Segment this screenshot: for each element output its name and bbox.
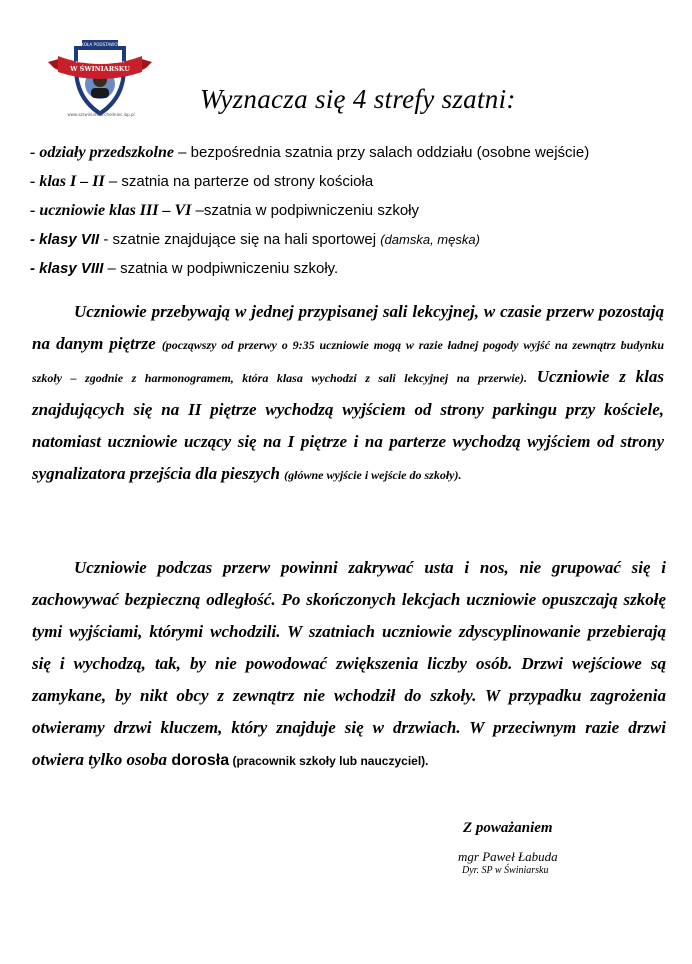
zone-item-preschool (30, 138, 670, 167)
zone-text: – bezpośrednia szatnia przy salach oddziału (osobne wejście) (174, 144, 590, 161)
paragraph-breaks-note2: (główne wyjście i wejście do szkoły). (284, 468, 462, 482)
paragraph-breaks-part2: Uczniowie z klas znajdujących się na II piętrze wychodzą wyjściem od strony parkingu przy kościele, natomiast uczniowie uczący się na I piętrze i na parterze wychodzą wyjściem od strony sygnalizatora przejścia dla pieszych (32, 367, 664, 483)
zone-label: klas I – II (39, 173, 105, 190)
zone-item-classes-3-6 (30, 196, 670, 225)
paragraph-breaks-note1: (począwszy od przerwy o 9:35 uczniowie mogą w razie ładnej pogody wyjść na zewnątrz budynku szkoły – zgodnie z harmonogramem, która klasa wychodzi z sali lekcyjnej na przerwie). (32, 338, 664, 385)
logo-line1: SZKOŁA PODSTAWOWA (75, 42, 125, 47)
zone-label: uczniowie klas III – VI (39, 202, 192, 219)
zone-item-classes-1-2 (30, 167, 670, 196)
zone-text: – szatnia w podpiwniczeniu szkoły. (103, 260, 339, 277)
logo-line2: im. bł. ks. J. Popiełuszki (76, 59, 124, 64)
zone-item-class-7 (30, 225, 670, 254)
zone-text: –szatnia w podpiwniczeniu szkoły (191, 202, 419, 219)
zone-prefix: - (30, 202, 40, 219)
zone-prefix: - (30, 144, 40, 161)
zone-list (30, 138, 670, 283)
logo-line3: W ŚWINIARSKU (70, 65, 130, 73)
school-crest-icon (46, 38, 154, 136)
zone-label: klasy VII (39, 231, 100, 248)
zone-prefix: - (30, 260, 40, 277)
zone-note: (damska, męska) (380, 232, 480, 247)
school-logo (46, 38, 154, 136)
zone-text: – szatnia na parterze od strony kościoła (104, 173, 374, 190)
zone-text: - szatnie znajdujące się na hali sportowej (99, 231, 381, 248)
zone-label: klasy VIII (39, 260, 104, 277)
paragraph-breaks (32, 296, 664, 491)
zone-label: odziały przedszkolne (39, 144, 174, 161)
paragraph-breaks-part1: Uczniowie przebywają w jednej przypisanej sali lekcyjnej, w czasie przerw pozostają na danym piętrze (32, 302, 664, 353)
page-title: Wyznacza się 4 strefy szatni: (200, 84, 516, 114)
signature-name: mgr Paweł Łabuda (458, 849, 558, 864)
paragraph-safety-note: (pracownik szkoły lub nauczyciel). (229, 754, 429, 768)
signature-role: Dyr. SP w Świniarsku (462, 865, 549, 876)
signature-greeting: Z poważaniem (463, 820, 553, 836)
zone-prefix: - (30, 231, 40, 248)
paragraph-safety-main: Uczniowie podczas przerw powinni zakrywać usta i nos, nie grupować się i zachowywać bezpieczną odległość. Po skończonych lekcjach uczniowie opuszczają szkołę tymi wyjściami, którymi wchodzili. W szatniach uczniowie zdyscyplinowanie przebierają się i wychodzą, tak, by nie powodować zwiększenia liczby osób. Drzwi wejściowe są zamykane, by nikt obcy z zewnątrz nie wchodził do szkoły. W przypadku zagrożenia otwieramy drzwi kluczem, który znajduje się w drzwiach. W przeciwnym razie drzwi otwiera tylko osoba (32, 558, 666, 769)
logo-url: www.szswiniarsko.chelmiec.iap.pl (67, 112, 135, 117)
zone-prefix: - (30, 173, 40, 190)
paragraph-safety (32, 552, 666, 777)
paragraph-safety-word: dorosła (171, 752, 230, 769)
zone-item-class-8 (30, 254, 670, 283)
